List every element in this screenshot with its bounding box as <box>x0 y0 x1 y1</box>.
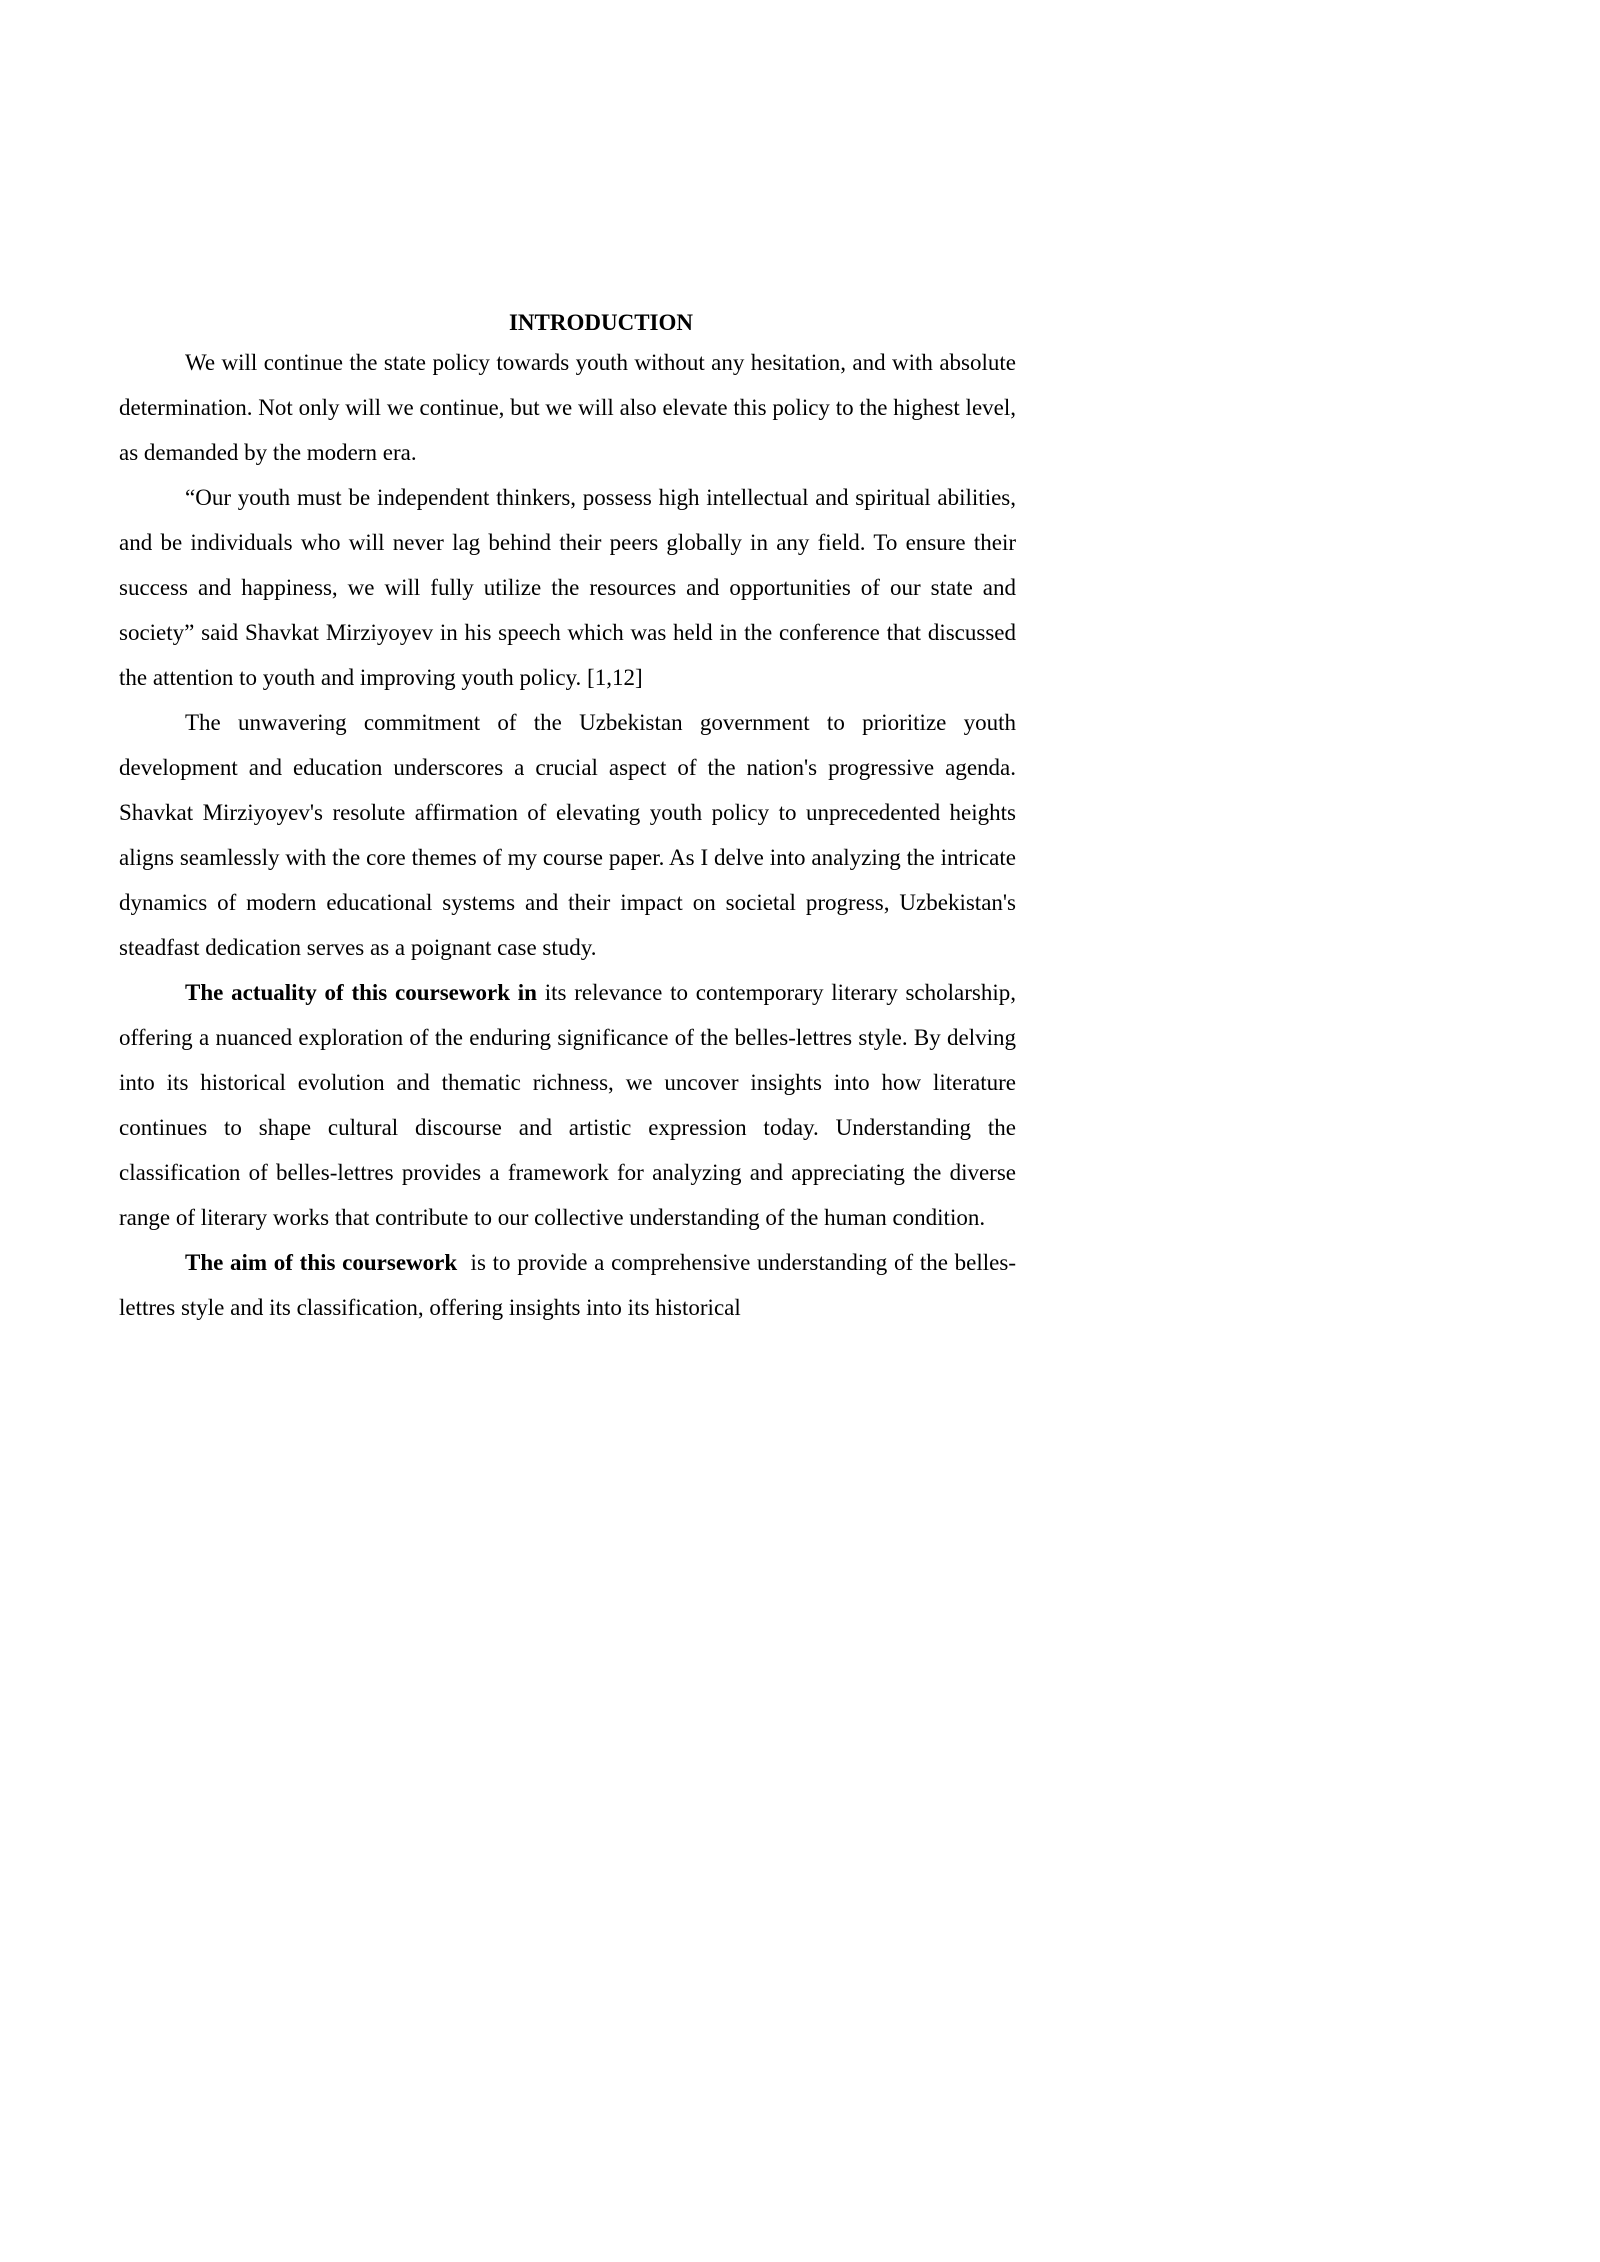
document-page <box>0 0 1100 1555</box>
paragraph-text: “Our youth must be independent thinkers, possess high intellectual and spiritual abilities, and be individuals who will never lag behind their peers globally in any field. To ensure their success and happiness, we will fully utilize the resources and opportunities of our state and society” said Shavkat Mirziyoyev in his speech which was held in the conference that discussed the attention to youth and improving youth policy. [1,12] <box>119 485 1016 690</box>
paragraph-actuality <box>119 970 1016 1240</box>
page-title: INTRODUCTION <box>508 310 694 335</box>
paragraph-heading-actuality: The actuality of this coursework in <box>185 980 537 1005</box>
paragraph-youth-policy <box>119 340 1016 475</box>
paragraph-commitment <box>119 700 1016 970</box>
paragraph-aim <box>119 1240 1016 1330</box>
paragraph-text: The unwavering commitment of the Uzbekistan government to prioritize youth development and education underscores a crucial aspect of the nation's progressive agenda. Shavkat Mirziyoyev's resolute affirmation of elevating youth policy to unprecedented heights aligns seamlessly with the core themes of my course paper. As I delve into analyzing the intricate dynamics of modern educational systems and their impact on societal progress, Uzbekistan's steadfast dedication serves as a poignant case study. <box>119 710 1016 960</box>
paragraph-text: We will continue the state policy towards youth without any hesitation, and with absolute determination. Not only will we continue, but we will also elevate this policy to the highest level, as demanded by the modern era. <box>119 350 1016 465</box>
paragraph-quote <box>119 475 1016 700</box>
paragraph-text: its relevance to contemporary literary scholarship, offering a nuanced exploration of the enduring significance of the belles-lettres style. By delving into its historical evolution and thematic richness, we uncover insights into how literature continues to shape cultural discourse and artistic expression today. Understanding the classification of belles-lettres provides a framework for analyzing and appreciating the diverse range of literary works that contribute to our collective understanding of the human condition. <box>119 980 1016 1230</box>
paragraph-heading-aim: The aim of this coursework <box>185 1250 458 1275</box>
paragraph-text: is to provide a comprehensive understanding of the belles-lettres style and its classification, offering insights into its historical <box>119 1250 1016 1320</box>
page-content <box>119 306 1016 1330</box>
